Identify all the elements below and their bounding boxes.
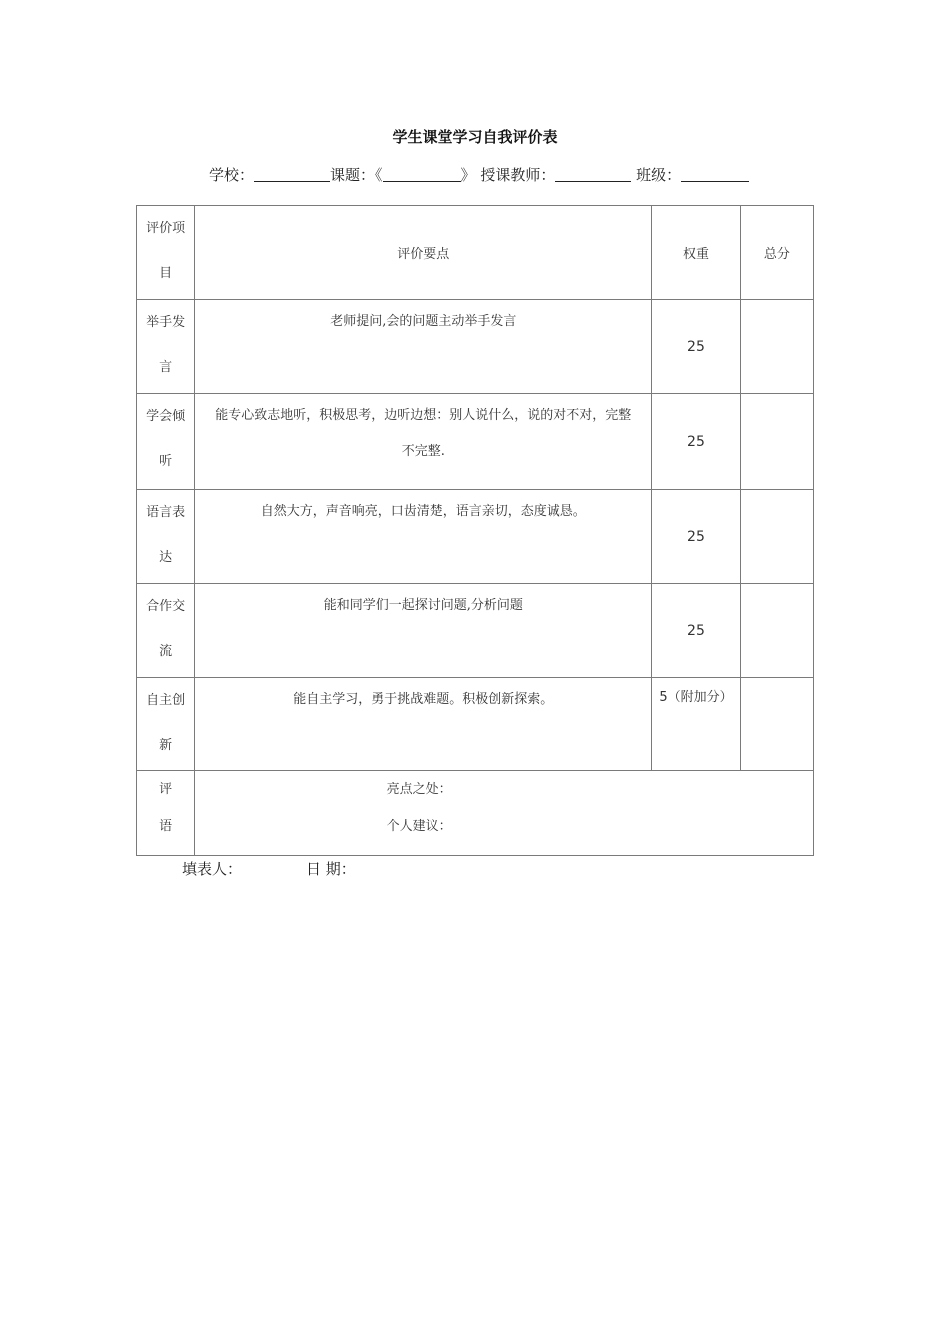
row-item-line2: 流 (159, 644, 173, 659)
row-weight (652, 300, 740, 394)
header-weight (652, 206, 740, 300)
header-item-line1: 评价项 (146, 221, 186, 236)
comment-content[interactable] (195, 771, 814, 856)
footer-line (182, 858, 356, 879)
row-item (137, 678, 195, 771)
highlights-label: 亮点之处： (386, 782, 452, 797)
filler-label: 填表人： (182, 860, 243, 878)
table-row (137, 490, 814, 584)
row-point (195, 300, 652, 394)
row-item (137, 584, 195, 678)
page-title: 学生课堂学习自我评价表 (392, 128, 558, 146)
table-row (137, 300, 814, 394)
row-point-line1: 能和同学们一起探讨问题,分析问题 (323, 598, 523, 613)
row-weight (652, 394, 740, 490)
comment-item-line2: 语 (159, 819, 173, 834)
row-weight-value: 5（附加分） (659, 690, 733, 705)
header-item (137, 206, 195, 300)
row-item-line1: 学会倾 (146, 409, 186, 424)
school-label: 学校： (209, 166, 255, 184)
row-item-line1: 举手发 (146, 315, 186, 330)
header-weight-label: 权重 (682, 247, 709, 262)
row-point (195, 678, 652, 771)
row-item-line1: 语言表 (146, 505, 186, 520)
row-total[interactable] (740, 490, 813, 584)
row-point-line2: 不完整. (401, 444, 445, 459)
row-point-line1: 老师提问,会的问题主动举手发言 (330, 314, 517, 329)
comment-item-line1: 评 (159, 782, 173, 797)
row-item-line2: 达 (159, 550, 173, 565)
row-weight (652, 490, 740, 584)
date-label: 日 期： (306, 860, 356, 878)
comment-item (137, 771, 195, 856)
info-line (209, 164, 749, 185)
teacher-blank[interactable] (555, 167, 631, 182)
header-point (195, 206, 652, 300)
row-weight-value: 25 (687, 622, 705, 639)
topic-blank[interactable] (383, 167, 461, 182)
table-row (137, 678, 814, 771)
header-total (740, 206, 813, 300)
suggestion-label: 个人建议： (386, 819, 452, 834)
row-weight-value: 25 (687, 528, 705, 545)
row-item-line2: 言 (159, 360, 173, 375)
row-point (195, 584, 652, 678)
row-item-line1: 合作交 (146, 599, 186, 614)
row-weight-value: 25 (687, 433, 705, 450)
comment-row (137, 771, 814, 856)
table-row (137, 394, 814, 490)
row-point-line1: 能专心致志地听，积极思考，边听边想：别人说什么，说的对不对，完整 (215, 408, 632, 423)
row-item-line2: 听 (159, 454, 173, 469)
header-item-line2: 目 (159, 266, 173, 281)
row-point-line1: 自然大方，声音响亮，口齿清楚，语言亲切，态度诚恳。 (260, 504, 586, 519)
class-blank[interactable] (681, 167, 749, 182)
table-row (137, 584, 814, 678)
header-point-label: 评价要点 (397, 247, 450, 262)
topic-label: 课题：《 (330, 166, 383, 184)
row-item (137, 490, 195, 584)
row-point (195, 394, 652, 490)
row-total[interactable] (740, 678, 813, 771)
row-total[interactable] (740, 394, 813, 490)
topic-close: 》 (460, 166, 476, 184)
header-total-label: 总分 (763, 247, 790, 262)
evaluation-table (136, 205, 814, 856)
school-blank[interactable] (254, 167, 330, 182)
row-weight (652, 584, 740, 678)
row-item-line2: 新 (159, 738, 173, 753)
row-point-line1: 能自主学习，勇于挑战难题。积极创新探索。 (293, 692, 554, 707)
teacher-label: 授课教师： (480, 166, 556, 184)
row-item (137, 300, 195, 394)
row-point (195, 490, 652, 584)
row-total[interactable] (740, 300, 813, 394)
row-item (137, 394, 195, 490)
row-weight (652, 678, 740, 771)
row-item-line1: 自主创 (146, 693, 186, 708)
table-header-row (137, 206, 814, 300)
row-total[interactable] (740, 584, 813, 678)
row-weight-value: 25 (687, 338, 705, 355)
class-label: 班级： (636, 166, 682, 184)
